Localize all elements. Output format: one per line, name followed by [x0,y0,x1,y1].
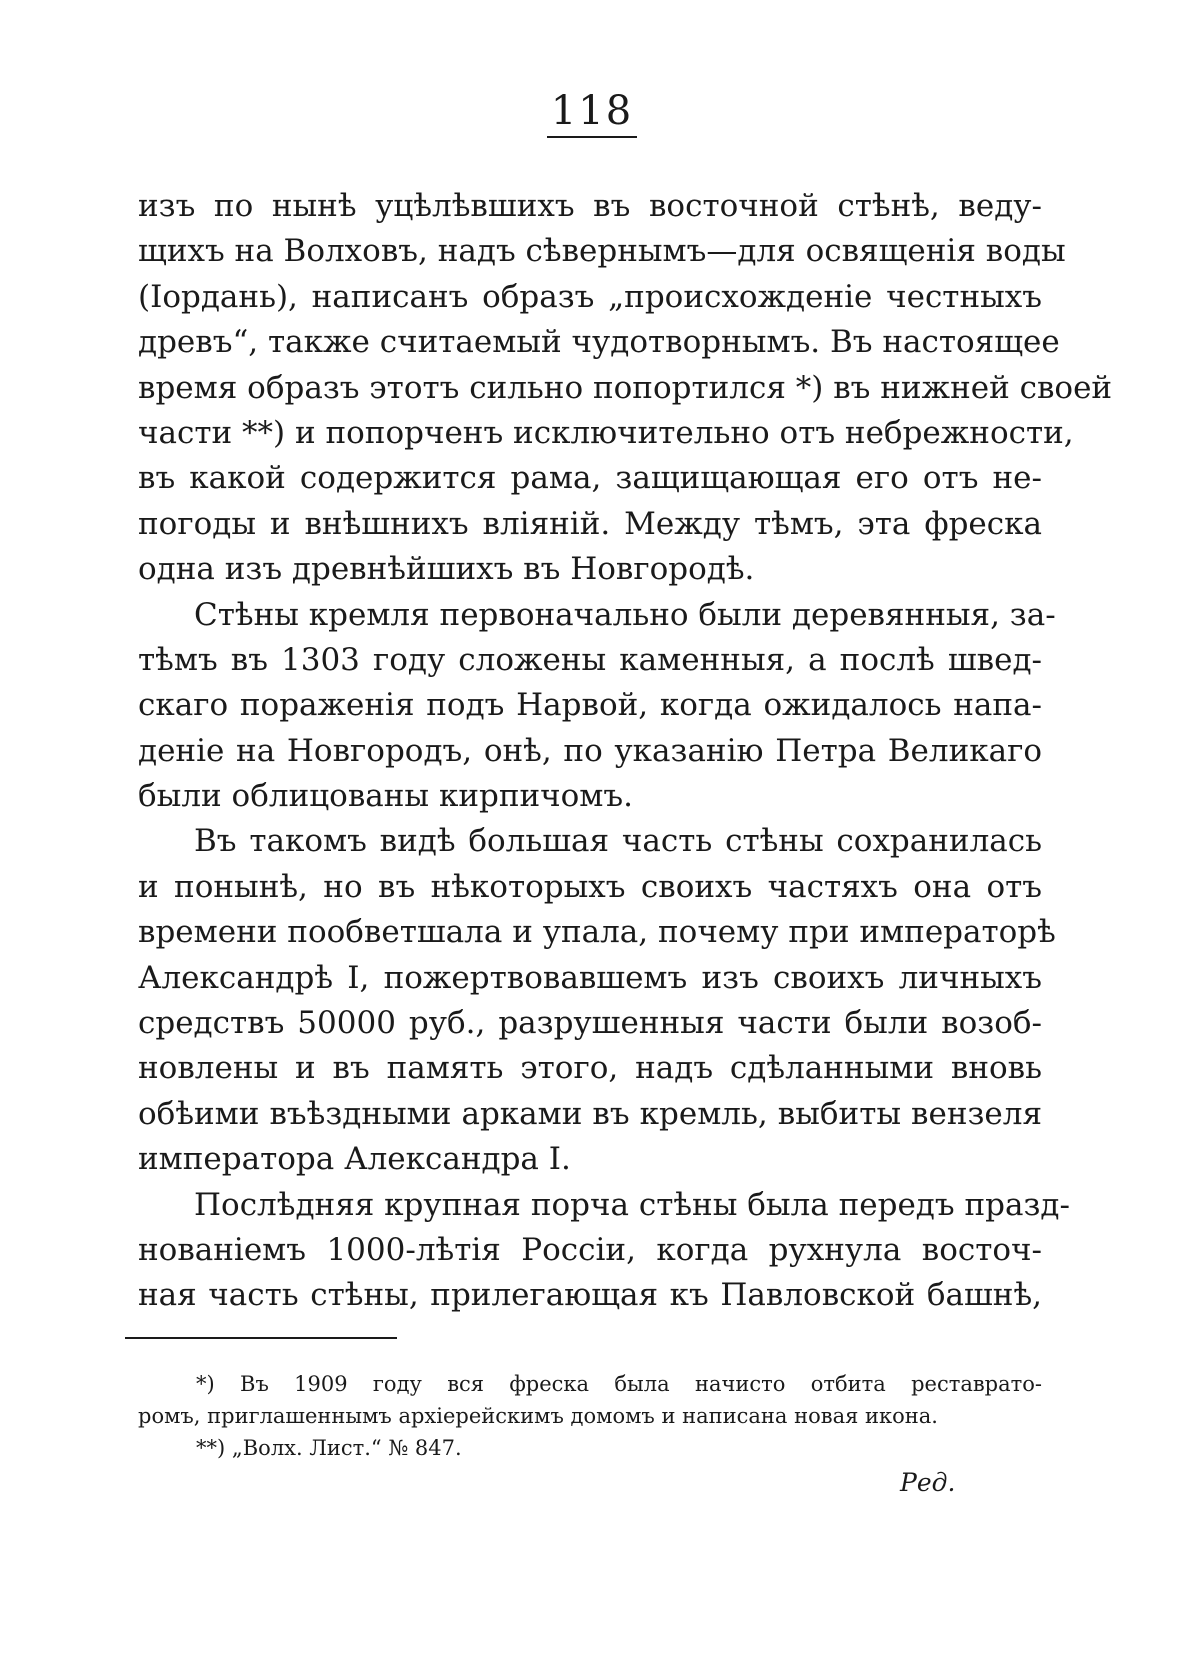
text-line: Александрѣ I, пожертвовавшемъ изъ своихъ личныхъ [138,959,1042,996]
text-line: время образъ этотъ сильно попортился *) въ нижней своей [138,369,1113,406]
footnote-line: **) „Волх. Лист.“ № 847. [196,1436,462,1460]
main-text [138,184,1113,1319]
text-line: императора Александра I. [138,1141,571,1178]
text-line: части **) и попорченъ исключительно отъ небрежности, [138,414,1074,451]
text-line: новлены и въ память этого, надъ сдѣланными вновь [138,1050,1042,1087]
footnote [138,1368,1042,1432]
footnote-line: *) Въ 1909 году вся фреска была начисто отбита реставрато- [196,1372,1042,1396]
paragraph [138,1183,1070,1319]
footnote [138,1432,1042,1464]
text-line: одна изъ древнѣйшихъ въ Новгородѣ. [138,551,755,588]
text-line: древъ“, также считаемый чудотворнымъ. Въ настоящее [138,324,1060,361]
text-line: ная часть стѣны, прилегающая къ Павловской башнѣ, [138,1277,1042,1314]
footnote-line: ромъ, приглашеннымъ архіерейскимъ домомъ и написана новая икона. [138,1404,938,1428]
text-line: обѣими въѣздными арками въ кремль, выбиты вензеля [138,1095,1042,1132]
text-line: деніе на Новгородъ, онѣ, по указанію Петра Великаго [138,732,1042,769]
text-line: тѣмъ въ 1303 году сложены каменныя, а послѣ швед- [138,641,1042,678]
text-line: скаго пораженія подъ Нарвой, когда ожидалось напа- [138,687,1042,724]
text-line: средствъ 50000 руб., разрушенныя части были возоб- [138,1005,1042,1042]
text-line: времени пообветшала и упала, почему при императорѣ [138,914,1056,951]
text-line: Послѣдняя крупная порча стѣны была передъ празд- [194,1186,1070,1223]
text-line: нованіемъ 1000-лѣтія Россіи, когда рухнула восточ- [138,1231,1042,1268]
paragraph [138,819,1056,1182]
editor-signature: Ред. [900,1468,956,1497]
footnotes [138,1368,1042,1464]
text-line: и понынѣ, но въ нѣкоторыхъ своихъ частяхъ она отъ [138,868,1042,905]
text-line: Стѣны кремля первоначально были деревянныя, за- [194,596,1056,633]
footnote-divider [125,1337,397,1339]
page-number-text: 118 [547,88,637,138]
text-line: были облицованы кирпичомъ. [138,778,634,815]
paragraph [138,593,1056,820]
text-line: Въ такомъ видѣ большая часть стѣны сохранилась [194,823,1042,860]
text-line: въ какой содержится рама, защищающая его отъ не- [138,460,1042,497]
text-line: изъ по нынѣ уцѣлѣвшихъ въ восточной стѣнѣ, веду- [138,188,1042,224]
text-line: щихъ на Волховъ, надъ сѣвернымъ—для освященія воды [138,233,1066,270]
page-number [0,88,1184,138]
text-line: погоды и внѣшнихъ вліяній. Между тѣмъ, эта фреска [138,505,1042,542]
paragraph [138,184,1113,593]
text-line: (Іордань), написанъ образъ „происхожденіе честныхъ [138,278,1042,315]
